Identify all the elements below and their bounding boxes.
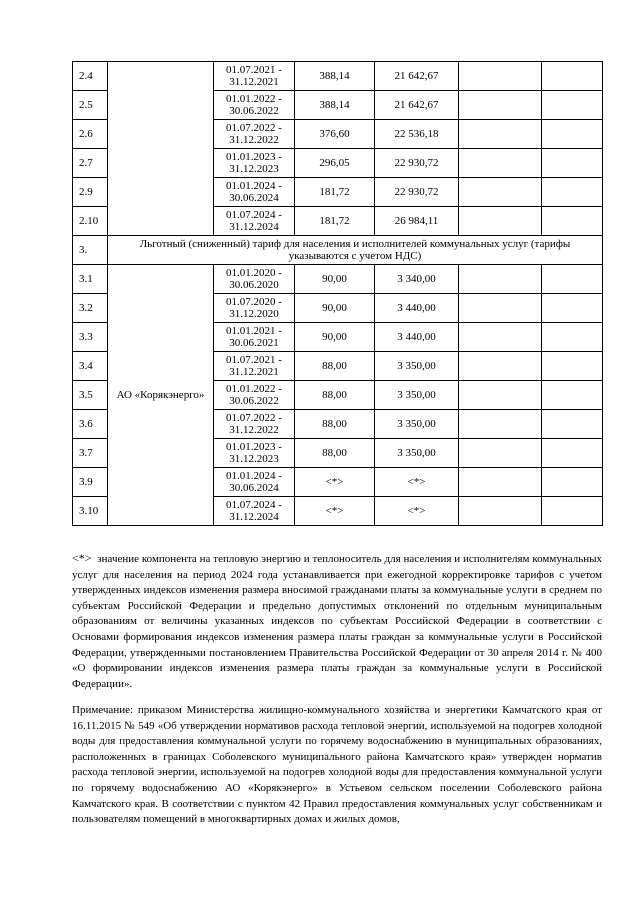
value-cell-2: 3 340,00 — [375, 265, 459, 294]
remark-paragraph: Примечание: приказом Министерства жилищно-коммунального хозяйства и энергетики Камчатского края от 16.11.2015 № 549 «Об утверждении нормативов расхода тепловой энергии, используемой на подогрев холодной воды для предоставления коммунальной услуги по горячему водоснабжению в муниципальных образованиях, расположенных в границах Соболевского муниципального района Камчатского края» утвержден норматив расхода тепловой энергии, используемой на подогрев холодной воды для предоставления коммунальной услуги по горячему водоснабжению АО «Корякэнерго» в Устьевом сельском поселении Соболевского района Камчатского края. В соответствии с пунктом 42 Правил предоставления коммунальных услуг собственникам и пользователям помещений в многоквартирных домах и жилых домов, — [72, 704, 602, 826]
row-number: 2.7 — [73, 149, 108, 178]
value-cell-2: 21 642,67 — [375, 91, 459, 120]
empty-cell — [459, 91, 542, 120]
row-number: 3.2 — [73, 294, 108, 323]
row-number: 2.9 — [73, 178, 108, 207]
period-cell: 01.01.2023 - 31.12.2023 — [214, 439, 295, 468]
empty-cell — [542, 323, 603, 352]
period-cell: 01.01.2020 - 30.06.2020 — [214, 265, 295, 294]
empty-cell — [542, 439, 603, 468]
footnote — [72, 551, 602, 692]
value-cell-1: 376,60 — [295, 120, 375, 149]
value-cell-2: <*> — [375, 468, 459, 497]
empty-cell — [542, 62, 603, 91]
row-number: 2.4 — [73, 62, 108, 91]
footnote-text: значение компонента на тепловую энергию и теплоноситель для населения и исполнителям коммунальных услуг для населения на период 2024 года устанавливается при ежегодной корректировке тарифов с учетом утвержденных индексов изменения размера вносимой гражданами платы за коммунальные услуги в среднем по субъектам Российской Федерации и предельно допустимых отклонений по отдельным муниципальным образованиям от величины указанных индексов по субъектам Российской Федерации в соответствии с Основами формирования индексов изменения размера платы граждан за коммунальные услуги в Российской Федерации, утвержденными постановлением Правительства Российской Федерации от 30 апреля 2014 г. № 400 «О формировании индексов изменения размера платы граждан за коммунальные услуги в Российской Федерации». — [72, 553, 602, 690]
period-cell: 01.07.2022 - 31.12.2022 — [214, 120, 295, 149]
empty-cell — [459, 381, 542, 410]
empty-cell — [459, 468, 542, 497]
empty-cell — [459, 294, 542, 323]
row-number: 3.10 — [73, 497, 108, 526]
empty-cell — [459, 120, 542, 149]
period-cell: 01.07.2021 - 31.12.2021 — [214, 62, 295, 91]
empty-cell — [459, 265, 542, 294]
value-cell-2: 3 440,00 — [375, 323, 459, 352]
row-number: 3.5 — [73, 381, 108, 410]
value-cell-2: 3 440,00 — [375, 294, 459, 323]
value-cell-1: 88,00 — [295, 352, 375, 381]
value-cell-1: 388,14 — [295, 62, 375, 91]
value-cell-2: 22 930,72 — [375, 149, 459, 178]
empty-cell — [459, 323, 542, 352]
value-cell-2: 3 350,00 — [375, 381, 459, 410]
period-cell: 01.01.2022 - 30.06.2022 — [214, 91, 295, 120]
value-cell-1: 90,00 — [295, 265, 375, 294]
tariff-table-body — [73, 62, 603, 526]
table-row — [73, 265, 603, 294]
row-number: 2.5 — [73, 91, 108, 120]
row-number: 2.6 — [73, 120, 108, 149]
row-number: 3.6 — [73, 410, 108, 439]
period-cell: 01.01.2024 - 30.06.2024 — [214, 178, 295, 207]
value-cell-2: 3 350,00 — [375, 352, 459, 381]
empty-cell — [459, 410, 542, 439]
empty-cell — [459, 352, 542, 381]
value-cell-1: 88,00 — [295, 439, 375, 468]
period-cell: 01.01.2024 - 30.06.2024 — [214, 468, 295, 497]
period-cell: 01.07.2020 - 31.12.2020 — [214, 294, 295, 323]
period-cell: 01.07.2024 - 31.12.2024 — [214, 497, 295, 526]
tariff-table — [72, 61, 603, 526]
empty-cell — [459, 439, 542, 468]
period-cell: 01.01.2022 - 30.06.2022 — [214, 381, 295, 410]
value-cell-2: 3 350,00 — [375, 410, 459, 439]
period-cell: 01.07.2024 - 31.12.2024 — [214, 207, 295, 236]
empty-cell — [542, 149, 603, 178]
empty-cell — [542, 497, 603, 526]
value-cell-2: 22 930,72 — [375, 178, 459, 207]
row-number: 3.4 — [73, 352, 108, 381]
value-cell-1: 296,05 — [295, 149, 375, 178]
period-cell: 01.07.2022 - 31.12.2022 — [214, 410, 295, 439]
row-number: 3.3 — [73, 323, 108, 352]
empty-cell — [542, 265, 603, 294]
period-cell: 01.01.2023 - 31.12.2023 — [214, 149, 295, 178]
value-cell-1: 181,72 — [295, 178, 375, 207]
value-cell-1: 88,00 — [295, 410, 375, 439]
row-number: 2.10 — [73, 207, 108, 236]
value-cell-1: <*> — [295, 468, 375, 497]
value-cell-1: 90,00 — [295, 323, 375, 352]
value-cell-2: 21 642,67 — [375, 62, 459, 91]
table-row — [73, 62, 603, 91]
empty-cell — [542, 91, 603, 120]
row-number: 3.7 — [73, 439, 108, 468]
empty-cell — [459, 178, 542, 207]
value-cell-1: 181,72 — [295, 207, 375, 236]
empty-cell — [459, 149, 542, 178]
empty-cell — [542, 178, 603, 207]
organization-cell: АО «Корякэнерго» — [108, 265, 214, 526]
value-cell-1: 90,00 — [295, 294, 375, 323]
footnote-mark: <*> — [72, 551, 92, 565]
empty-cell — [542, 207, 603, 236]
organization-cell-empty — [108, 62, 214, 236]
value-cell-2: 22 536,18 — [375, 120, 459, 149]
value-cell-1: 88,00 — [295, 381, 375, 410]
empty-cell — [542, 468, 603, 497]
empty-cell — [459, 62, 542, 91]
value-cell-1: <*> — [295, 497, 375, 526]
section-row — [73, 236, 603, 265]
empty-cell — [459, 207, 542, 236]
value-cell-2: 26 984,11 — [375, 207, 459, 236]
empty-cell — [542, 352, 603, 381]
row-number: 3.9 — [73, 468, 108, 497]
value-cell-1: 388,14 — [295, 91, 375, 120]
value-cell-2: <*> — [375, 497, 459, 526]
section-title: Льготный (сниженный) тариф для населения и исполнителей коммунальных услуг (тарифы указываются с учетом НДС) — [108, 236, 603, 265]
period-cell: 01.07.2021 - 31.12.2021 — [214, 352, 295, 381]
empty-cell — [459, 497, 542, 526]
empty-cell — [542, 120, 603, 149]
empty-cell — [542, 410, 603, 439]
empty-cell — [542, 381, 603, 410]
empty-cell — [542, 294, 603, 323]
value-cell-2: 3 350,00 — [375, 439, 459, 468]
period-cell: 01.01.2021 - 30.06.2021 — [214, 323, 295, 352]
row-number: 3.1 — [73, 265, 108, 294]
section-number: 3. — [73, 236, 108, 265]
